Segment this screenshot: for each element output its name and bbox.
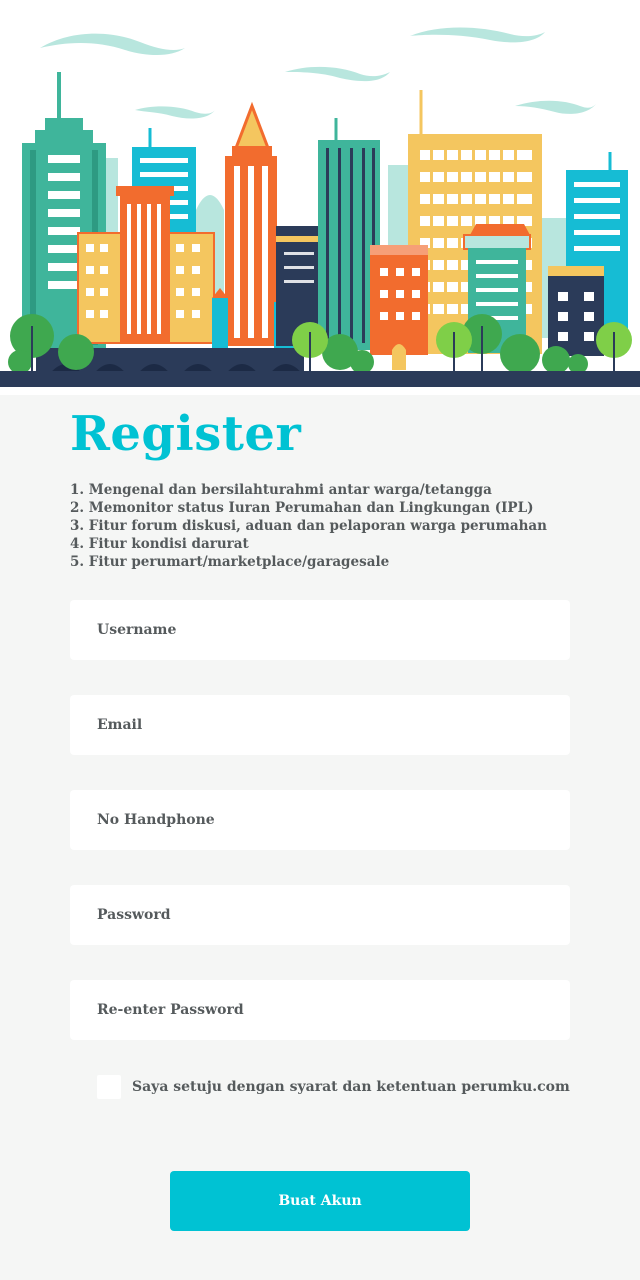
city-skyline-illustration <box>0 0 640 395</box>
username-input[interactable] <box>70 600 570 660</box>
create-account-button[interactable]: Buat Akun <box>170 1171 470 1231</box>
terms-checkbox[interactable] <box>97 1075 121 1099</box>
feature-item: 4. Fitur kondisi darurat <box>70 536 249 552</box>
phone-input[interactable] <box>70 790 570 850</box>
feature-item: 3. Fitur forum diskusi, aduan dan pelaporan warga perumahan <box>70 518 547 534</box>
password-input[interactable] <box>70 885 570 945</box>
feature-item: 5. Fitur perumart/marketplace/garagesale <box>70 554 390 570</box>
reenter-password-input[interactable] <box>70 980 570 1040</box>
feature-item: 1. Mengenal dan bersilahturahmi antar warga/tetangga <box>70 482 492 498</box>
feature-list <box>70 481 570 571</box>
page-title: Register <box>70 406 302 462</box>
email-input[interactable] <box>70 695 570 755</box>
register-section <box>70 395 570 571</box>
terms-agreement <box>97 1075 570 1099</box>
feature-item: 2. Memonitor status Iuran Perumahan dan Lingkungan (IPL) <box>70 500 534 516</box>
terms-label[interactable]: Saya setuju dengan syarat dan ketentuan perumku.com <box>132 1079 570 1095</box>
